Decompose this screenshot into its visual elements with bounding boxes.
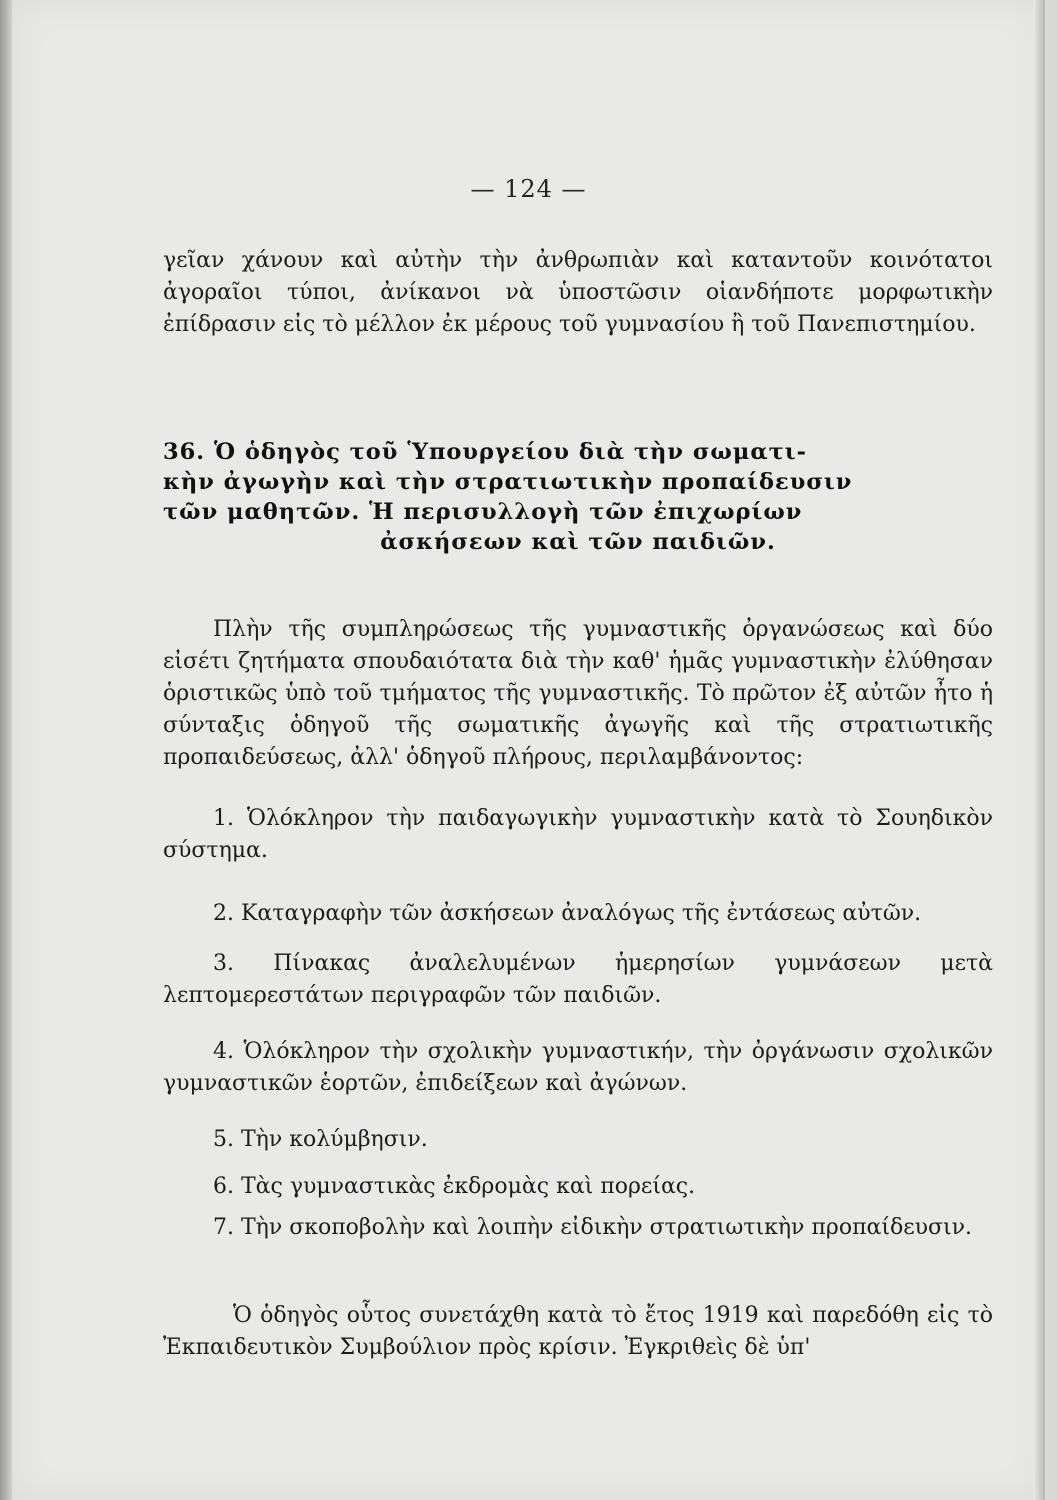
intro-paragraph: γεῖαν χάνουν καὶ αὐτὴν τὴν ἀνθρωπιὰν καὶ καταντοῦν κοινότατοι ἀγοραῖοι τύποι, ἀνίκανοι νὰ ὑποστῶσιν οἱανδήποτε μορφωτικὴν ἐπίδρασιν εἰς τὸ μέλλον ἐκ μέρους τοῦ γυμνασίου ἢ τοῦ Πανεπιστημίου. — [163, 248, 993, 337]
list-item: 4. Ὁλόκληρον τὴν σχολικὴν γυμναστικήν, τὴν ὀργάνωσιν σχολικῶν γυμναστικῶν ἑορτῶν, ἐπιδείξεων καὶ ἀγώνων. — [163, 1039, 993, 1096]
section-heading — [163, 437, 993, 557]
heading-line: ἀσκήσεων καὶ τῶν παιδιῶν. — [380, 529, 776, 555]
heading-line: τῶν μαθητῶν. Ἡ περισυλλογὴ τῶν ἐπιχωρίων — [163, 499, 803, 525]
list-item: 2. Καταγραφὴν τῶν ἀσκήσεων ἀναλόγως τῆς ἐντάσεως αὐτῶν. — [213, 901, 922, 926]
heading-line: κὴν ἀγωγὴν καὶ τὴν στρατιωτικὴν προπαίδευσιν — [163, 469, 853, 495]
list-item: 6. Τὰς γυμναστικὰς ἐκδρομὰς καὶ πορείας. — [213, 1174, 696, 1199]
closing-paragraph: Ὁ ὁδηγὸς οὗτος συνετάχθη κατὰ τὸ ἔτος 1919 καὶ παρεδόθη εἰς τὸ Ἐκπαιδευτικὸν Συμβούλιον πρὸς κρίσιν. Ἐγκριθεὶς δὲ ὑπ' — [163, 1303, 993, 1360]
list-item: 5. Τὴν κολύμβησιν. — [213, 1127, 428, 1152]
page-number: — 124 — — [470, 175, 587, 203]
body-paragraph: Πλὴν τῆς συμπληρώσεως τῆς γυμναστικῆς ὀργανώσεως καὶ δύο εἰσέτι ζητήματα σπουδαιότατα διὰ τὴν καθ' ἡμᾶς γυμναστικὴν ἐλύθησαν ὁριστικῶς ὑπὸ τοῦ τμήματος τῆς γυμναστικῆς. Τὸ πρῶτον ἐξ αὐτῶν ἦτο ἡ σύνταξις ὁδηγοῦ τῆς σωματικῆς ἀγωγῆς καὶ τῆς στρατιωτικῆς προπαιδεύσεως, ἀλλ' ὁδηγοῦ πλήρους, περιλαμβάνοντος: — [163, 617, 993, 770]
page-edge — [1033, 0, 1045, 1500]
list-item: 7. Τὴν σκοποβολὴν καὶ λοιπὴν εἰδικὴν στρατιωτικὴν προπαίδευσιν. — [213, 1215, 973, 1240]
list-item: 1. Ὁλόκληρον τὴν παιδαγωγικὴν γυμναστικὴν κατὰ τὸ Σουηδικὸν σύστημα. — [163, 806, 993, 863]
heading-line: 36. Ὁ ὁδηγὸς τοῦ Ὑπουργείου διὰ τὴν σωματι- — [163, 439, 808, 465]
list-item: 3. Πίνακας ἀναλελυμένων ἡμερησίων γυμνάσεων μετὰ λεπτομερεστάτων περιγραφῶν τῶν παιδιῶν. — [163, 951, 993, 1008]
